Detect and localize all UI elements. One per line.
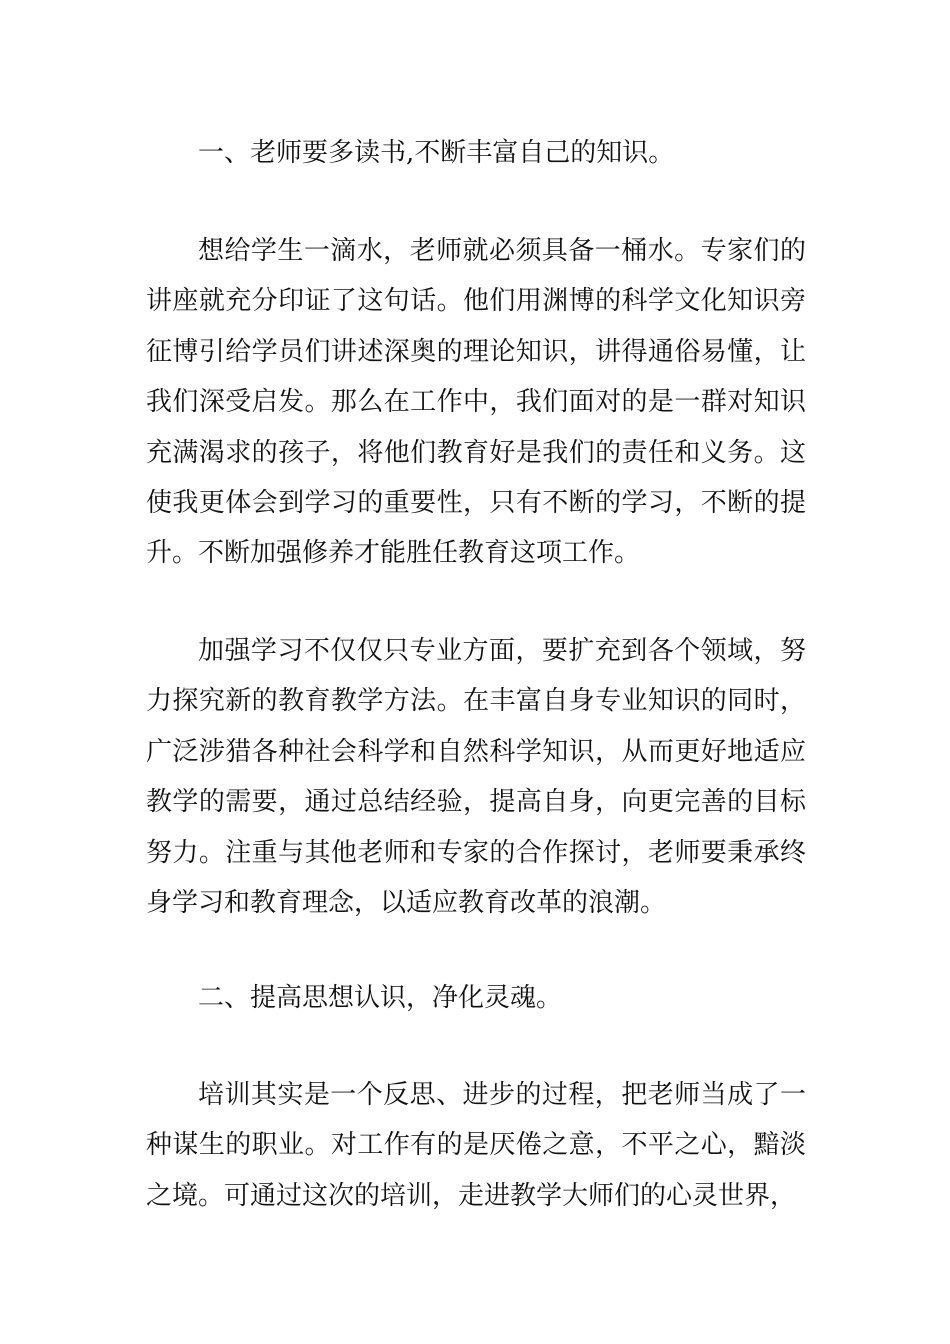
section-heading-1: 一、老师要多读书,不断丰富自己的知识。 — [198, 138, 675, 168]
section-heading-2: 二、提高思想认识，净化灵魂。 — [198, 983, 563, 1013]
paragraph-1: 想给学生一滴水，老师就必须具备一桶水。专家们的讲座就充分印证了这句话。他们用渊博的科学文化知识旁征博引给学员们讲述深奥的理论知识，讲得通俗易懂，让我们深受启发。那么在工作中，我们面对的是一群对知识充满渴求的孩子，将他们教育好是我们的责任和义务。这使我更体会到学习的重要性，只有不断的学习，不断的提升。不断加强修养才能胜任教育这项工作。 — [146, 236, 806, 569]
paragraph-2: 加强学习不仅仅只专业方面，要扩充到各个领域，努力探究新的教育教学方法。在丰富自身专业知识的同时，广泛涉猎各种社会科学和自然科学知识，从而更好地适应教学的需要，通过总结经验，提高自身，向更完善的目标努力。注重与其他老师和专家的合作探讨，老师要秉承终身学习和教育理念，以适应教育改革的浪潮。 — [146, 636, 806, 919]
paragraph-3: 培训其实是一个反思、进步的过程，把老师当成了一种谋生的职业。对工作有的是厌倦之意，不平之心，黯淡之境。可通过这次的培训，走进教学大师们的心灵世界， — [146, 1080, 806, 1211]
